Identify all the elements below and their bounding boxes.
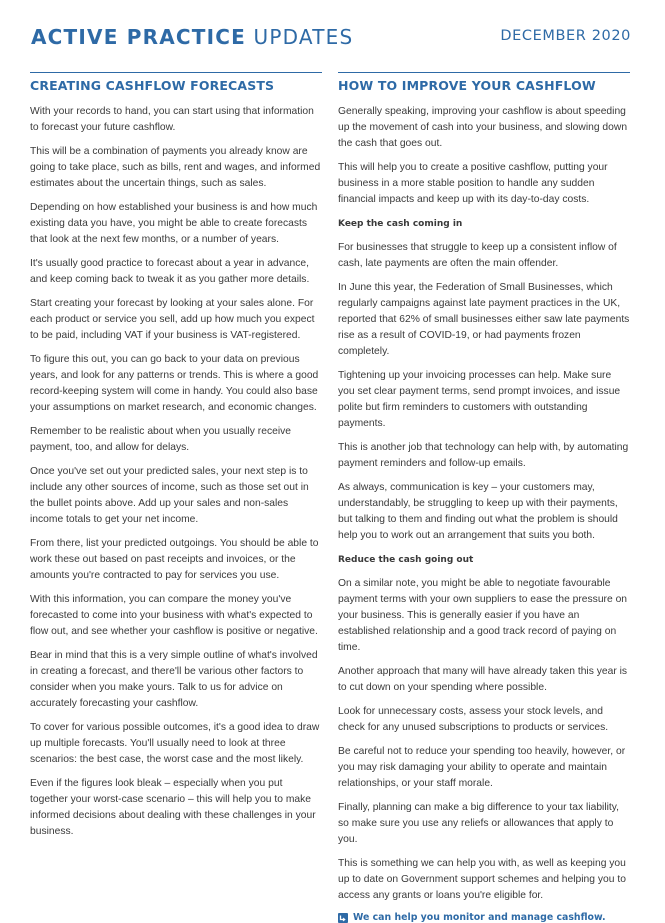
paragraph: To figure this out, you can go back to your data on previous years, and look for any patterns or trends. This is where a good record-keeping system will come in handy. You could also base your assumptions on market research, and economic changes. xyxy=(30,354,319,413)
paragraph: Bear in mind that this is a very simple outline of what's involved in creating a forecast, and there'll be various other factors to consider when you make yours. Talk to us for advice on accurately forecasting your cashflow. xyxy=(30,650,318,709)
paragraph: Tightening up your invoicing processes can help. Make sure you set clear payment terms, send prompt invoices, and issue polite but firm reminders to customers with outstanding payments. xyxy=(338,370,621,429)
paragraph: Remember to be realistic about when you usually receive payment, too, and allow for delays. xyxy=(30,426,291,453)
paragraph: Generally speaking, improving your cashflow is about speeding up the movement of cash into your business, and slowing down the cash that goes out. xyxy=(338,106,628,149)
masthead xyxy=(31,25,631,49)
paragraph: Once you've set out your predicted sales, your next step is to include any other sources of income, such as those set out in the bullet points above. Add up your sales and non-sales income totals to get your net income. xyxy=(30,466,309,525)
column-divider xyxy=(30,72,322,73)
paragraph: From there, list your predicted outgoings. You should be able to work these out based on past receipts and invoices, or the amounts you're contracted to pay for services you use. xyxy=(30,538,319,581)
paragraph: Start creating your forecast by looking at your sales alone. For each product or service you sell, add up how much you expect to be paid, including VAT if your business is VAT-registered. xyxy=(30,298,315,341)
cashflow-help-link[interactable] xyxy=(338,912,630,923)
paragraph: With this information, you can compare the money you've forecasted to come into your business with what's expected to flow out, and see whether your cashflow is positive or negative. xyxy=(30,594,318,637)
paragraph: Be careful not to reduce your spending too heavily, however, or you may risk damaging your ability to operate and maintain relationships, or your staff morale. xyxy=(338,746,626,789)
paragraph: With your records to hand, you can start using that information to forecast your future cashflow. xyxy=(30,106,314,133)
issue-date: DECEMBER 2020 xyxy=(500,28,631,44)
arrow-icon xyxy=(338,913,348,923)
paragraph: To cover for various possible outcomes, it's a good idea to draw up multiple forecasts. You'll usually need to look at three scenarios: the best case, the worst case and the most likely. xyxy=(30,722,320,765)
paragraph: This will help you to create a positive cashflow, putting your business in a more stable position to handle any sudden financial impacts and keep up with its day-to-day costs. xyxy=(338,162,608,205)
left-column-heading: CREATING CASHFLOW FORECASTS xyxy=(30,78,275,93)
cashflow-help-label: We can help you monitor and manage cashflow. xyxy=(353,912,606,923)
right-column xyxy=(338,72,630,923)
left-column xyxy=(30,72,322,848)
paragraph: Finally, planning can make a big difference to your tax liability, so make sure you use any reliefs or allowances that apply to you. xyxy=(338,802,620,845)
paragraph: Even if the figures look bleak – especially when you put together your worst-case scenario – this will help you to make informed decisions about dealing with these challenges in your business. xyxy=(30,778,316,837)
column-divider xyxy=(338,72,630,73)
paragraph: On a similar note, you might be able to negotiate favourable payment terms with your own suppliers to ease the pressure on your business. This is generally easier if you have an established relationship and a good track record of paying on time. xyxy=(338,578,628,653)
paragraph: As always, communication is key – your customers may, understandably, be struggling to keep up with their payments, but talking to them and finding out what the problem is should help you to work out an arrangement that suits you both. xyxy=(338,482,618,541)
section-subheading: Keep the cash coming in xyxy=(338,219,463,229)
paragraph: In June this year, the Federation of Small Businesses, which regularly campaigns against late payment practices in the UK, reported that 62% of small businesses either saw late payments rise as a result of COVID-19, or had payments frozen completely. xyxy=(338,282,630,357)
paragraph: This is another job that technology can help with, by automating payment reminders and follow-up emails. xyxy=(338,442,629,469)
paragraph: Look for unnecessary costs, assess your stock levels, and check for any unused subscriptions to products or services. xyxy=(338,706,609,733)
publication-title-light: UPDATES xyxy=(253,25,354,49)
publication-title-bold: ACTIVE PRACTICE xyxy=(31,25,246,49)
paragraph: For businesses that struggle to keep up a consistent inflow of cash, late payments are often the main offender. xyxy=(338,242,617,269)
section-subheading: Reduce the cash going out xyxy=(338,555,474,565)
right-column-heading: HOW TO IMPROVE YOUR CASHFLOW xyxy=(338,78,596,93)
publication-title xyxy=(31,25,353,49)
paragraph: This will be a combination of payments you already know are going to take place, such as bills, rent and wages, and informed estimates about the uncertain things, such as sales. xyxy=(30,146,321,189)
paragraph: This is something we can help you with, as well as keeping you up to date on Government support schemes and helping you to access any grants or loans you're eligible for. xyxy=(338,858,626,901)
paragraph: Another approach that many will have already taken this year is to cut down on your spending where possible. xyxy=(338,666,628,693)
paragraph: Depending on how established your business is and how much existing data you have, you might be able to create forecasts that look at the next few months, or a number of years. xyxy=(30,202,318,245)
paragraph: It's usually good practice to forecast about a year in advance, and keep coming back to tweak it as you gather more details. xyxy=(30,258,310,285)
